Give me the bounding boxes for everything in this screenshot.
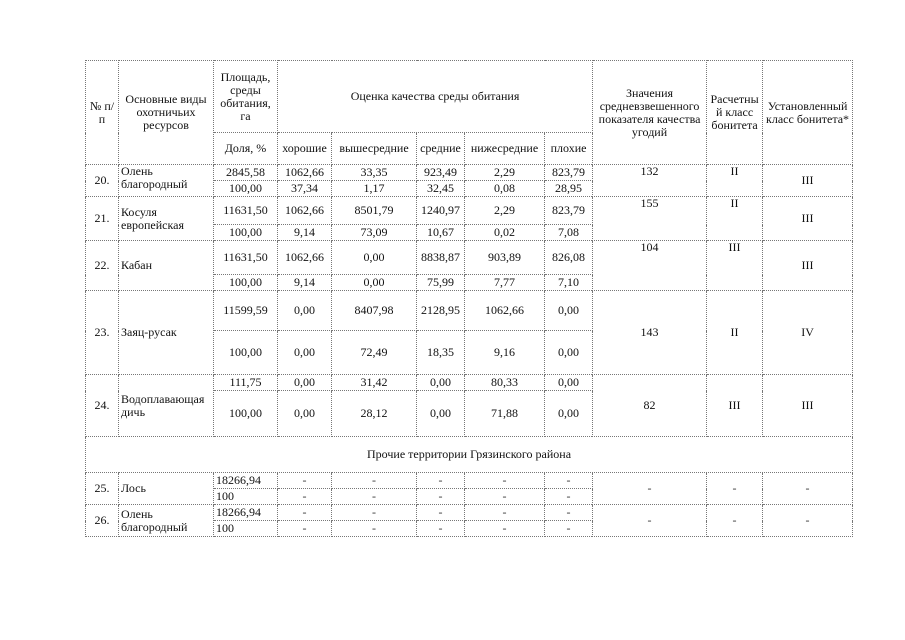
- cell-above-avg: 0,00: [332, 275, 417, 291]
- header-below-avg: нижесредние: [465, 133, 545, 165]
- cell-calc-class: II: [707, 197, 763, 241]
- cell-calc-class: -: [707, 473, 763, 505]
- cell-poor: 823,79: [545, 197, 593, 225]
- cell-poor: 0,00: [545, 331, 593, 375]
- cell-avg: -: [417, 505, 465, 521]
- cell-share: 100,00: [214, 391, 278, 437]
- table-row: [86, 473, 853, 489]
- cell-below-avg: 9,16: [465, 331, 545, 375]
- cell-below-avg: 0,08: [465, 181, 545, 197]
- cell-set-class: III: [763, 241, 853, 291]
- cell-poor: 7,10: [545, 275, 593, 291]
- habitat-table: [85, 60, 853, 537]
- cell-area: 11631,50: [214, 197, 278, 225]
- cell-avg: 32,45: [417, 181, 465, 197]
- cell-below-avg: 71,88: [465, 391, 545, 437]
- cell-avg: 923,49: [417, 165, 465, 181]
- row-num: 24.: [86, 375, 119, 437]
- cell-avg: 18,35: [417, 331, 465, 375]
- cell-poor: 28,95: [545, 181, 593, 197]
- table-row: [86, 291, 853, 331]
- cell-good: -: [278, 505, 332, 521]
- cell-below-avg: -: [465, 473, 545, 489]
- row-num: 26.: [86, 505, 119, 537]
- cell-good: 0,00: [278, 375, 332, 391]
- row-num: 21.: [86, 197, 119, 241]
- cell-calc-class: II: [707, 291, 763, 375]
- header-num: № п/п: [86, 61, 119, 165]
- cell-good: 9,14: [278, 275, 332, 291]
- row-num: 23.: [86, 291, 119, 375]
- cell-set-class: IV: [763, 291, 853, 375]
- cell-above-avg: -: [332, 521, 417, 537]
- cell-area: 11599,59: [214, 291, 278, 331]
- cell-good: -: [278, 489, 332, 505]
- header-set-class: Установленный класс бонитета*: [763, 61, 853, 165]
- header-calc-class: Расчетный класс бонитета: [707, 61, 763, 165]
- cell-below-avg: 903,89: [465, 241, 545, 275]
- cell-avg: 8838,87: [417, 241, 465, 275]
- row-species: Косуля европейская: [119, 197, 214, 241]
- cell-below-avg: 2,29: [465, 165, 545, 181]
- header-avg: средние: [417, 133, 465, 165]
- cell-area: 11631,50: [214, 241, 278, 275]
- cell-good: 37,34: [278, 181, 332, 197]
- table-row: [86, 505, 853, 521]
- header-share: Доля, %: [214, 133, 278, 165]
- row-num: 20.: [86, 165, 119, 197]
- cell-below-avg: -: [465, 489, 545, 505]
- cell-good: 1062,66: [278, 197, 332, 225]
- cell-below-avg: -: [465, 505, 545, 521]
- cell-poor: -: [545, 489, 593, 505]
- cell-good: 0,00: [278, 391, 332, 437]
- cell-share: 100,00: [214, 225, 278, 241]
- cell-share: 100: [214, 521, 278, 537]
- cell-good: 9,14: [278, 225, 332, 241]
- row-species: Кабан: [119, 241, 214, 291]
- cell-below-avg: 2,29: [465, 197, 545, 225]
- table-row: [86, 241, 853, 275]
- header-above-avg: вышесредние: [332, 133, 417, 165]
- cell-weighted: 132: [593, 165, 707, 197]
- cell-weighted: -: [593, 473, 707, 505]
- cell-good: -: [278, 473, 332, 489]
- cell-poor: 826,08: [545, 241, 593, 275]
- header-area: Площадь, среды обитания, га: [214, 61, 278, 133]
- cell-avg: 1240,97: [417, 197, 465, 225]
- table-row: [86, 197, 853, 225]
- cell-area: 18266,94: [214, 473, 278, 489]
- header-poor: плохие: [545, 133, 593, 165]
- row-num: 22.: [86, 241, 119, 291]
- row-species: Заяц-русак: [119, 291, 214, 375]
- cell-set-class: -: [763, 473, 853, 505]
- row-num: 25.: [86, 473, 119, 505]
- cell-below-avg: -: [465, 521, 545, 537]
- cell-set-class: III: [763, 197, 853, 241]
- cell-above-avg: 8501,79: [332, 197, 417, 225]
- header-weighted: Значения средневзвешенного показателя качества угодий: [593, 61, 707, 165]
- cell-poor: 0,00: [545, 391, 593, 437]
- cell-set-class: -: [763, 505, 853, 537]
- cell-poor: 823,79: [545, 165, 593, 181]
- cell-poor: 7,08: [545, 225, 593, 241]
- header-species: Основные виды охотничьих ресурсов: [119, 61, 214, 165]
- cell-above-avg: -: [332, 473, 417, 489]
- cell-above-avg: 8407,98: [332, 291, 417, 331]
- cell-above-avg: 28,12: [332, 391, 417, 437]
- cell-above-avg: 33,35: [332, 165, 417, 181]
- cell-good: 0,00: [278, 331, 332, 375]
- cell-share: 100,00: [214, 275, 278, 291]
- row-species: Лось: [119, 473, 214, 505]
- cell-area: 18266,94: [214, 505, 278, 521]
- cell-weighted: 104: [593, 241, 707, 291]
- cell-share: 100: [214, 489, 278, 505]
- row-species: Олень благородный: [119, 505, 214, 537]
- cell-above-avg: -: [332, 489, 417, 505]
- cell-area: 111,75: [214, 375, 278, 391]
- table-row: [86, 165, 853, 181]
- cell-above-avg: 0,00: [332, 241, 417, 275]
- cell-avg: 0,00: [417, 375, 465, 391]
- cell-avg: -: [417, 489, 465, 505]
- cell-above-avg: 73,09: [332, 225, 417, 241]
- cell-avg: 10,67: [417, 225, 465, 241]
- table-row: [86, 375, 853, 391]
- cell-avg: -: [417, 473, 465, 489]
- cell-calc-class: III: [707, 241, 763, 291]
- cell-good: 0,00: [278, 291, 332, 331]
- cell-weighted: -: [593, 505, 707, 537]
- cell-poor: -: [545, 521, 593, 537]
- row-species: Водоплавающая дичь: [119, 375, 214, 437]
- cell-avg: -: [417, 521, 465, 537]
- cell-poor: 0,00: [545, 291, 593, 331]
- cell-below-avg: 0,02: [465, 225, 545, 241]
- cell-below-avg: 80,33: [465, 375, 545, 391]
- cell-below-avg: 7,77: [465, 275, 545, 291]
- cell-calc-class: II: [707, 165, 763, 197]
- cell-avg: 75,99: [417, 275, 465, 291]
- cell-above-avg: 31,42: [332, 375, 417, 391]
- section-row: [86, 437, 853, 473]
- row-species: Олень благородный: [119, 165, 214, 197]
- cell-good: -: [278, 521, 332, 537]
- header-assessment: Оценка качества среды обитания: [278, 61, 593, 133]
- cell-above-avg: 1,17: [332, 181, 417, 197]
- cell-above-avg: -: [332, 505, 417, 521]
- cell-weighted: 155: [593, 197, 707, 241]
- cell-avg: 2128,95: [417, 291, 465, 331]
- cell-share: 100,00: [214, 331, 278, 375]
- cell-calc-class: III: [707, 375, 763, 437]
- cell-poor: -: [545, 473, 593, 489]
- cell-calc-class: -: [707, 505, 763, 537]
- header-good: хорошие: [278, 133, 332, 165]
- cell-poor: -: [545, 505, 593, 521]
- section-title: Прочие территории Грязинского района: [86, 437, 853, 473]
- cell-set-class: III: [763, 165, 853, 197]
- cell-area: 2845,58: [214, 165, 278, 181]
- cell-poor: 0,00: [545, 375, 593, 391]
- cell-above-avg: 72,49: [332, 331, 417, 375]
- cell-good: 1062,66: [278, 241, 332, 275]
- cell-set-class: III: [763, 375, 853, 437]
- cell-weighted: 82: [593, 375, 707, 437]
- cell-share: 100,00: [214, 181, 278, 197]
- cell-below-avg: 1062,66: [465, 291, 545, 331]
- cell-weighted: 143: [593, 291, 707, 375]
- cell-avg: 0,00: [417, 391, 465, 437]
- cell-good: 1062,66: [278, 165, 332, 181]
